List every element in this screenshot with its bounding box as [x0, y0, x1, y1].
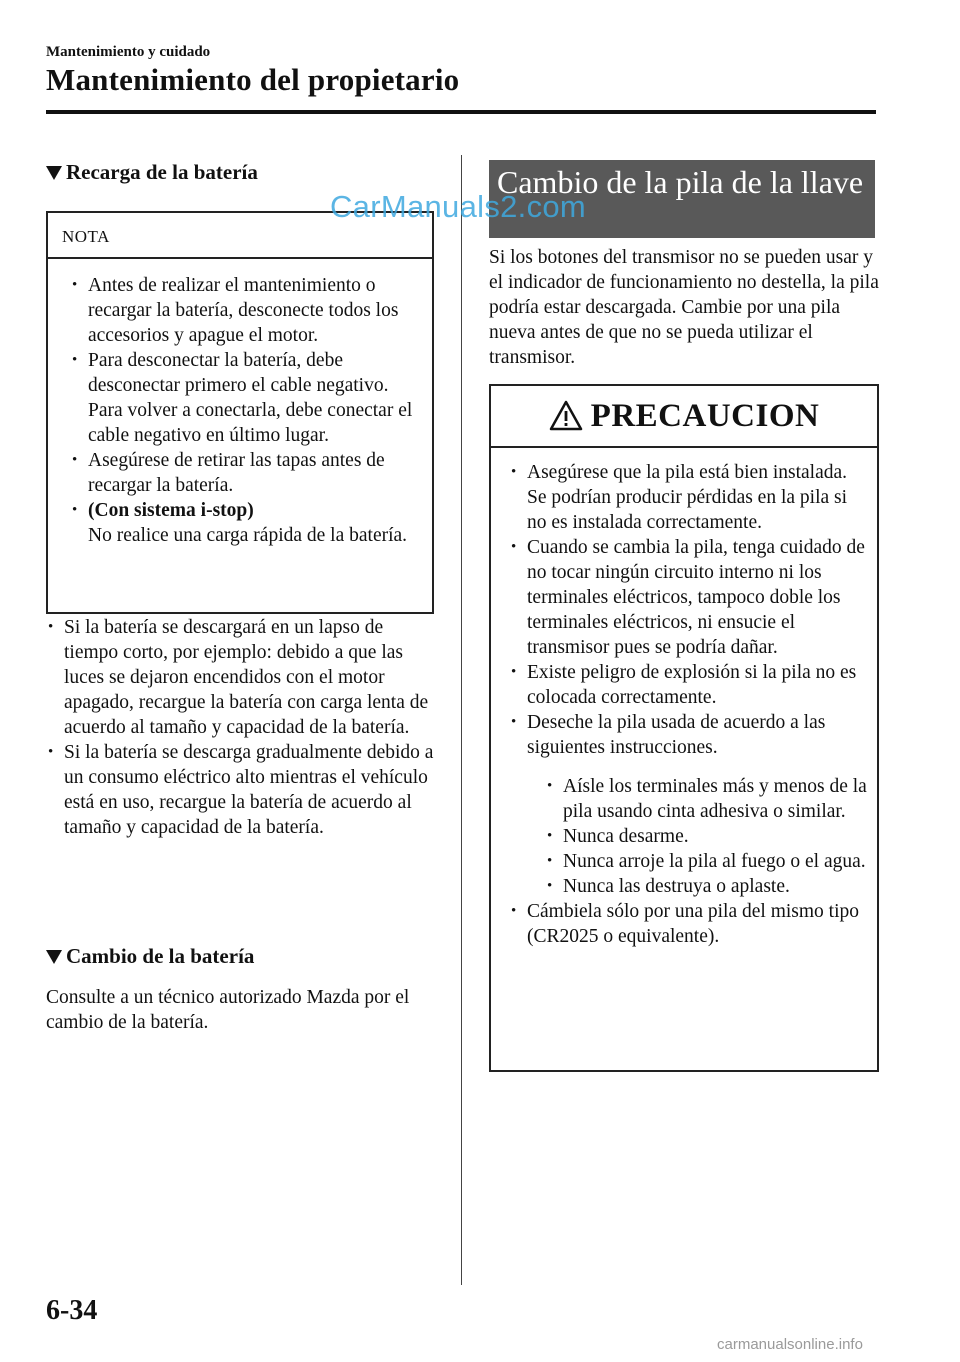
- page-title: Mantenimiento del propietario: [46, 62, 460, 97]
- section-triangle-icon: [46, 166, 62, 180]
- list-item: • Si la batería se descargará en un lapso de tiempo corto, por ejemplo: debido a que las luces se dejaron encendidos con el motor apagado, recargue la batería con carga lenta de acuerdo al tamaño y capacidad de la batería.: [48, 615, 438, 740]
- note-item: • Para desconectar la batería, debe desconectar primero el cable negativo. Para volver a conectarla, debe conectar el cable negativo en último lugar.: [72, 348, 424, 448]
- caution-item: [511, 710, 867, 899]
- battery-body-list: [48, 615, 438, 840]
- note-item-bold: (Con sistema i-stop): [88, 500, 254, 521]
- note-list: [72, 273, 424, 548]
- section-heading-text: Cambio de la batería: [66, 944, 255, 968]
- caution-item: • Cuando se cambia la pila, tenga cuidado de no tocar ningún circuito interno ni los terminales eléctricos, tampoco doble los terminales eléctricos, ni ensucie el transmisor pues se podría dañar.: [511, 535, 867, 660]
- title-rule: [46, 110, 876, 114]
- battery-change-text: Consulte a un técnico autorizado Mazda por el cambio de la batería.: [46, 987, 410, 1033]
- running-head: Mantenimiento y cuidado: [46, 44, 211, 60]
- list-item: • Si la batería se descarga gradualmente debido a un consumo eléctrico alto mientras el vehículo está en uso, recargue la batería de acuerdo al tamaño y capacidad de la batería.: [48, 740, 438, 840]
- caution-sub-list: [547, 774, 867, 899]
- caution-item: • Asegúrese que la pila está bien instalada. Se podrían producir pérdidas en la pila si no es instalada correctamente.: [511, 460, 867, 535]
- note-item: [72, 498, 424, 548]
- section-heading-text: Recarga de la batería: [66, 160, 258, 184]
- caution-list: [511, 460, 867, 949]
- caution-item: • Existe peligro de explosión si la pila no es colocada correctamente.: [511, 660, 867, 710]
- caution-box: [489, 384, 879, 1072]
- note-box: [46, 211, 434, 614]
- footer-site-link[interactable]: carmanualsonline.info: [717, 1336, 863, 1353]
- caution-item: • Cámbiela sólo por una pila del mismo tipo (CR2025 o equivalente).: [511, 899, 867, 949]
- caution-header: [491, 386, 877, 448]
- note-item-text: No realice una carga rápida de la batería.: [88, 525, 408, 546]
- section-heading-battery-recharge: [46, 160, 258, 185]
- caution-title: PRECAUCION: [590, 397, 820, 434]
- note-item: • Asegúrese de retirar las tapas antes de recargar la batería.: [72, 448, 424, 498]
- watermark: CarManuals2.com: [330, 189, 587, 224]
- intro-paragraph: Si los botones del transmisor no se pueden usar y el indicador de funcionamiento no destella, la pila podría estar descargada. Cambie por una pila nueva antes de que no se pueda utilizar el transmisor.: [489, 247, 879, 368]
- section-heading-battery-change: [46, 944, 254, 969]
- note-title: NOTA: [48, 213, 432, 259]
- note-item: • Antes de realizar el mantenimiento o recargar la batería, desconecte todos los accesorios y apague el motor.: [72, 273, 424, 348]
- column-divider: [461, 155, 462, 1285]
- caution-item-text: Deseche la pila usada de acuerdo a las siguientes instrucciones.: [527, 712, 826, 758]
- section-triangle-icon: [46, 950, 62, 964]
- warning-triangle-icon: [549, 400, 583, 432]
- caution-sub-item: • Aísle los terminales más y menos de la pila usando cinta adhesiva o similar.: [547, 774, 867, 824]
- section-banner: Cambio de la pila de la llave: [489, 160, 875, 238]
- caution-sub-item: • Nunca las destruya o aplaste.: [547, 874, 867, 899]
- page-number: 6-34: [46, 1295, 98, 1326]
- caution-sub-item: • Nunca arroje la pila al fuego o el agua.: [547, 849, 867, 874]
- caution-sub-item: • Nunca desarme.: [547, 824, 867, 849]
